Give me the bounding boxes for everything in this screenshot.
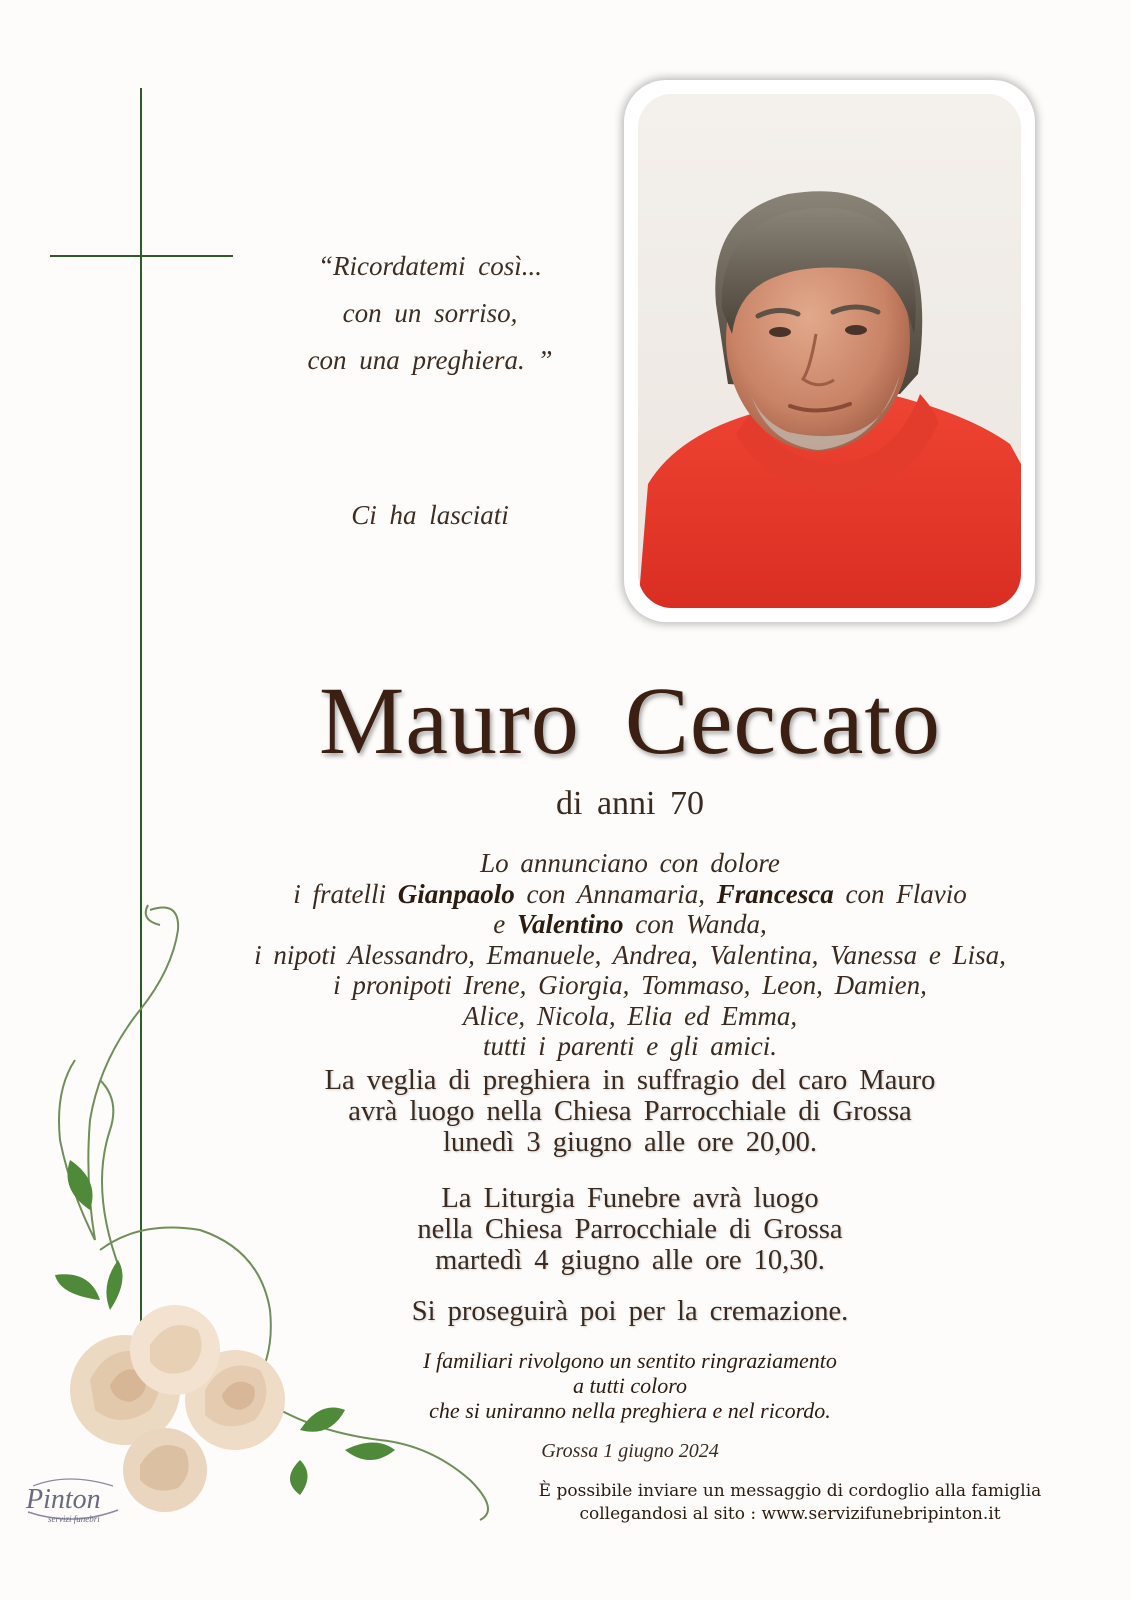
pinton-logo [18, 1472, 128, 1532]
funeral-line: martedì 4 giugno alle ore 10,30. [435, 1245, 825, 1276]
cremation-info: Si proseguirà poi per la cremazione. [411, 1296, 849, 1327]
announcement-line: i fratelli Gianpaolo con Annamaria, Francesca con Flavio [293, 878, 967, 909]
memorial-quote [260, 243, 600, 384]
quote-line: con una preghiera. ” [307, 345, 553, 375]
announcement-line: Alice, Nicola, Elia ed Emma, [462, 1000, 798, 1031]
thanks-line: I familiari rivolgono un sentito ringraziamento [423, 1348, 837, 1373]
sibling-name: Francesca [716, 878, 834, 909]
announcement-line: e Valentino con Wanda, [493, 909, 767, 939]
vigil-line: lunedì 3 giugno alle ore 20,00. [442, 1127, 818, 1158]
intro-text: Ci ha lasciati [351, 500, 509, 530]
quote-line: con un sorriso, [342, 298, 518, 328]
thanks-line: che si uniranno nella preghiera e nel ricordo. [429, 1398, 831, 1423]
sibling-name: Gianpaolo [397, 878, 515, 909]
portrait-photo [638, 94, 1021, 608]
logo-tagline: servizi funebri [48, 1514, 100, 1524]
announcement-line: Lo annunciano con dolore [480, 848, 780, 878]
cross-icon-horizontal [50, 255, 233, 257]
announcement-line: i pronipoti Irene, Giorgia, Tommaso, Leon, Damien, [333, 970, 927, 1000]
thanks-line: a tutti coloro [572, 1373, 688, 1398]
logo-brand: Pinton [26, 1484, 101, 1515]
footer-line: collegandosi al sito : www.servizifunebripinton.it [579, 1504, 1001, 1524]
notice-date: Grossa 1 giugno 2024 [541, 1440, 719, 1462]
footer-line: È possibile inviare un messaggio di cordoglio alla famiglia [538, 1481, 1042, 1501]
deceased-age: di anni 70 [556, 785, 704, 822]
announcement-line: tutti i parenti e gli amici. [483, 1031, 777, 1061]
condolence-footer [470, 1480, 1110, 1526]
announcement-line: i nipoti Alessandro, Emanuele, Andrea, Valentina, Vanessa e Lisa, [254, 939, 1006, 970]
vigil-line: avrà luogo nella Chiesa Parrocchiale di Grossa [348, 1096, 912, 1127]
quote-line: “Ricordatemi così... [318, 251, 542, 281]
vigil-line: La veglia di preghiera in suffragio del caro Mauro [324, 1065, 936, 1096]
rose-bouquet-icon [0, 890, 520, 1550]
sibling-name: Valentino [516, 909, 624, 939]
deceased-name: Mauro Ceccato [318, 667, 942, 774]
funeral-line: nella Chiesa Parrocchiale di Grossa [417, 1214, 843, 1245]
funeral-line: La Liturgia Funebre avrà luogo [441, 1183, 819, 1214]
